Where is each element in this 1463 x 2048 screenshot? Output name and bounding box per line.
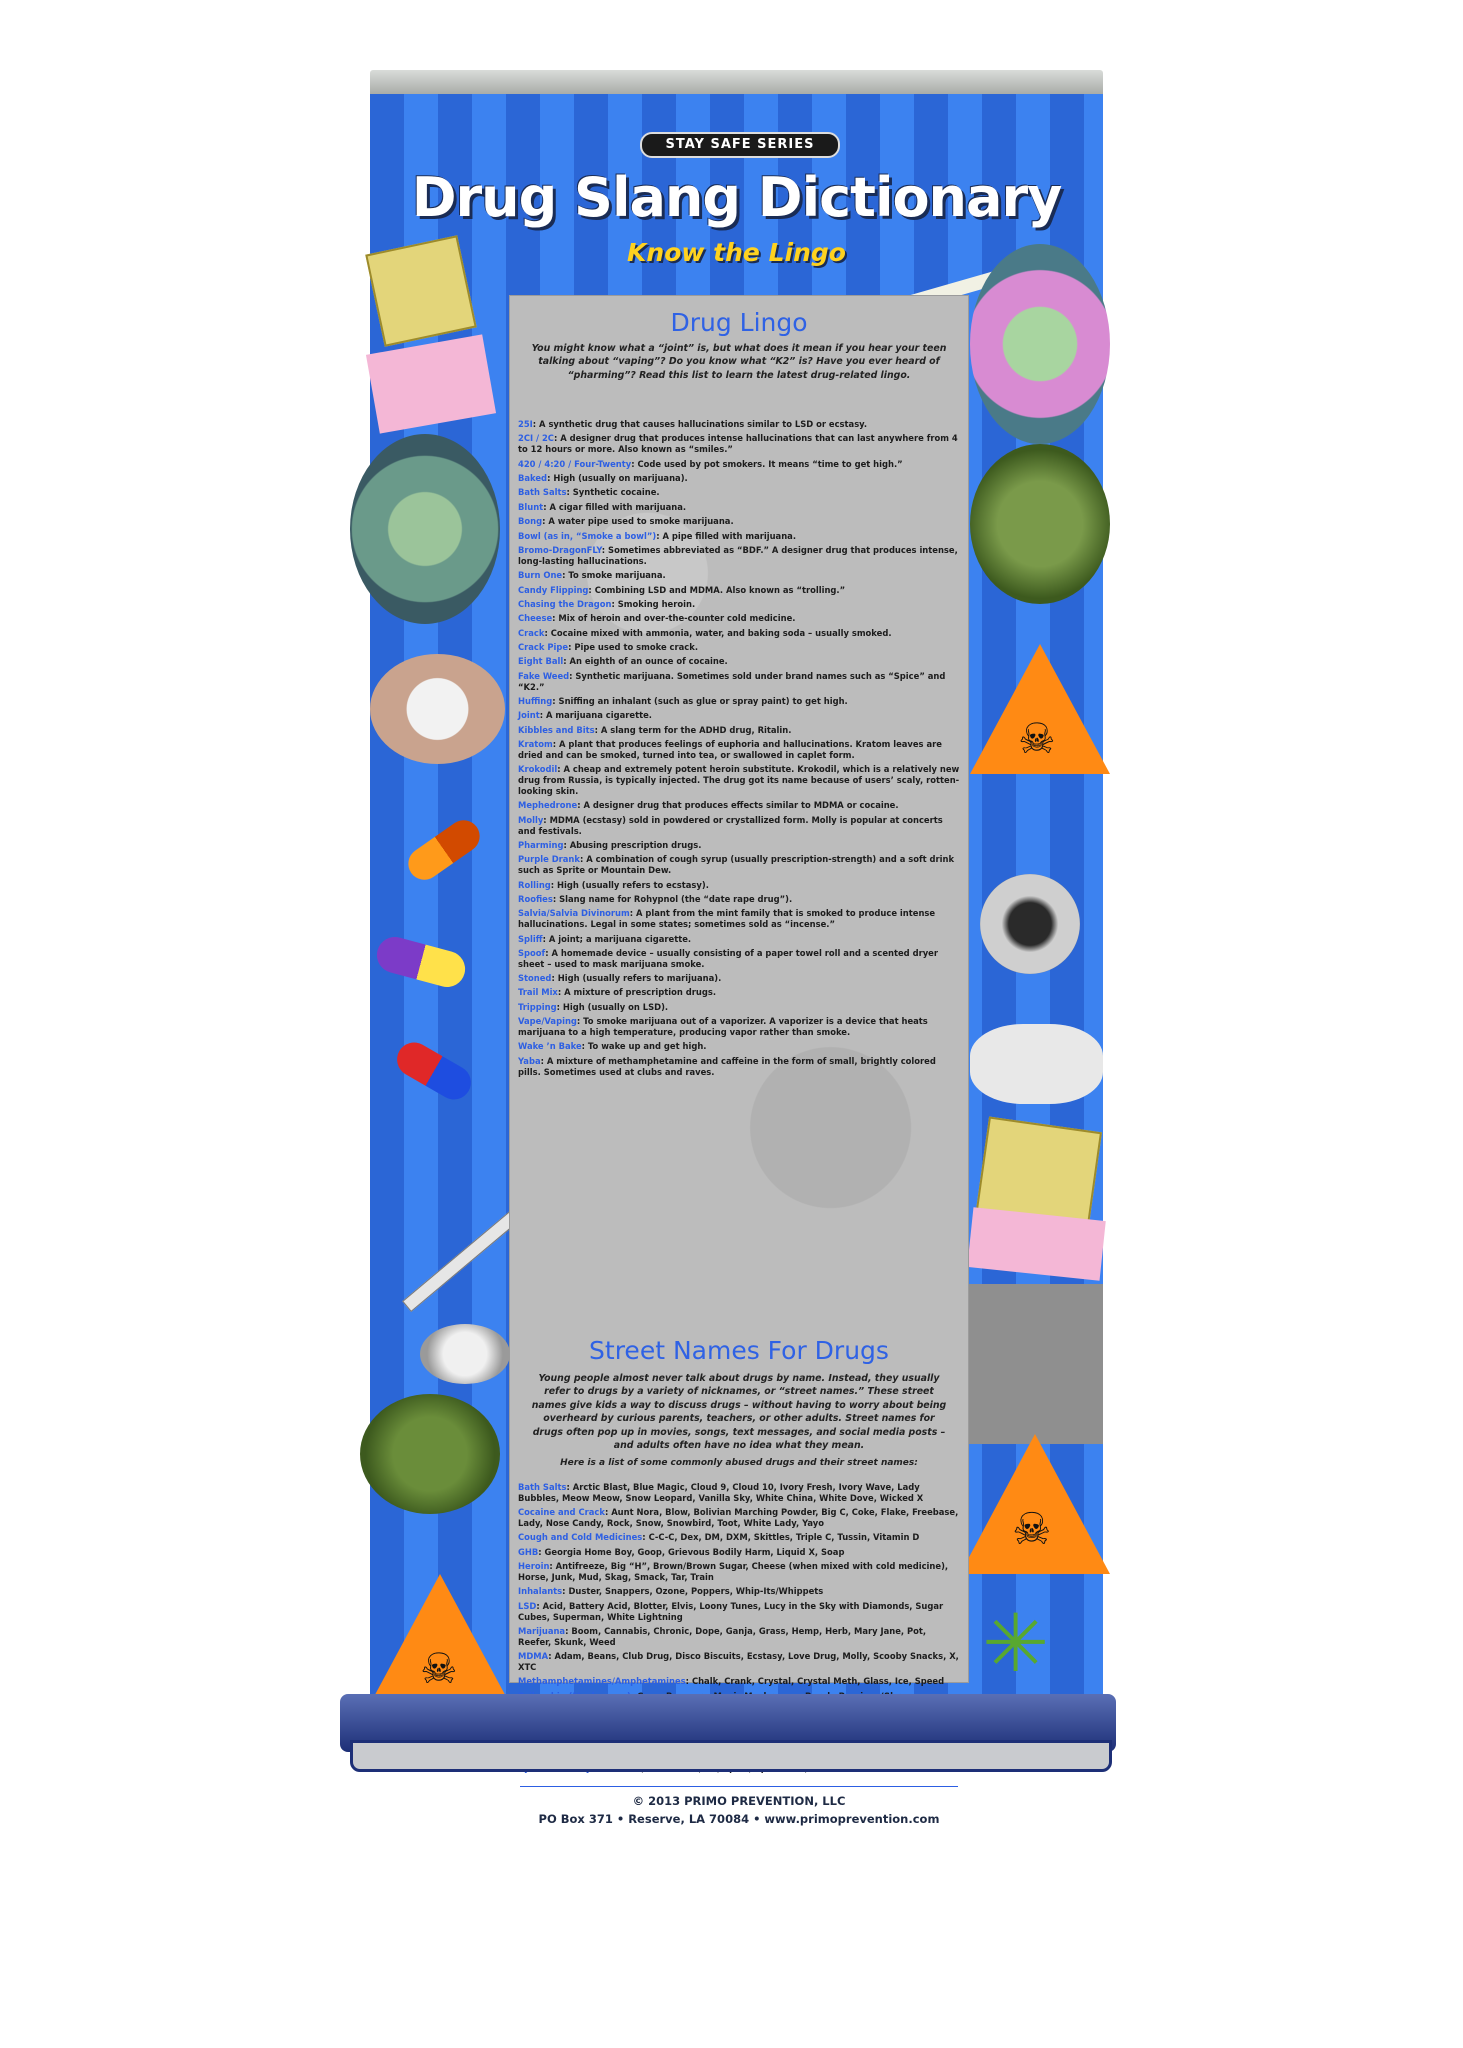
term-definition: Abusing prescription drugs. (569, 839, 702, 850)
term-label: Trail Mix (518, 987, 558, 998)
street-name-row: Bath Salts: Arctic Blast, Blue Magic, Cloud 9, Cloud 10, Ivory Fresh, Ivory Wave, Lady Bubbles, Meow Meow, Snow Leopard, Vanilla Sky, White China, White Dove, Wicked X (518, 1482, 924, 1503)
term-definition: A marijuana cigarette. (545, 710, 652, 721)
definition-row: Stoned: High (usually refers to marijuana). (518, 973, 722, 984)
term-label: Cocaine and Crack (518, 1507, 605, 1518)
footer-divider (520, 1786, 958, 1787)
definition-row: Kratom: A plant that produces feelings of euphoria and hallucinations. Kratom leaves are dried and can be smoked, turned into tea, or swallowed in caplet form. (518, 739, 942, 760)
spoon-icon (420, 1324, 510, 1384)
term-label: Cheese (518, 613, 553, 624)
term-label: Fake Weed (518, 670, 570, 681)
term-definition: To smoke marijuana. (568, 570, 666, 581)
term-definition: Mix of heroin and over-the-counter cold medicine. (558, 613, 796, 624)
stand-top-bar (370, 70, 1103, 94)
street-name-row: GHB: Georgia Home Boy, Goop, Grievous Bodily Harm, Liquid X, Soap (518, 1546, 845, 1557)
term-label: Candy Flipping (518, 584, 589, 595)
definition-row: Huffing: Sniffing an inhalant (such as glue or spray paint) to get high. (518, 696, 848, 707)
term-definition: High (usually refers to ecstasy). (557, 879, 709, 890)
term-label: Bromo-DragonFLY (518, 544, 602, 555)
definition-row: 25I: A synthetic drug that causes hallucinations similar to LSD or ecstasy. (518, 419, 868, 429)
term-label: Inhalants (518, 1586, 563, 1597)
term-label: Kratom (518, 739, 553, 750)
definition-row: Bowl (as in, “Smoke a bowl”): A pipe filled with marijuana. (518, 530, 796, 541)
term-definition: Boom, Cannabis, Chronic, Dope, Ganja, Grass, Hemp, Herb, Mary Jane, Pot, Reefer, Skunk, Weed (518, 1625, 927, 1647)
pipe-bowl-icon (980, 874, 1080, 974)
skull-crossbones-right-icon: ☠ (1018, 714, 1056, 763)
definition-row: Yaba: A mixture of methamphetamine and caffeine in the form of small, brightly colored pills. Sometimes used at clubs and raves. (518, 1055, 936, 1077)
term-definition: Antifreeze, Big “H”, Brown/Brown Sugar, Cheese (when mixed with cold medicine), Horse, Junk, Mud, Skag, Smack, Tar, Train (518, 1561, 949, 1582)
definition-row: Joint: A marijuana cigarette. (518, 710, 652, 721)
street-name-row: Methamphetamines/Amphetamines: Chalk, Crank, Crystal, Crystal Meth, Glass, Ice, Speed (518, 1676, 945, 1687)
term-label: Krokodil (518, 764, 558, 775)
definition-row: Bath Salts: Synthetic cocaine. (518, 487, 660, 498)
definition-row: Kibbles and Bits: A slang term for the ADHD drug, Ritalin. (518, 724, 792, 735)
term-definition: Combining LSD and MDMA. Also known as “trolling.” (594, 584, 846, 595)
stand-foot (350, 1740, 1112, 1772)
orange-capsule-icon (402, 814, 486, 886)
gravel-syringe-icon (960, 1284, 1103, 1444)
definition-row: Molly: MDMA (ecstasy) sold in powdered or crystallized form. Molly is popular at concerts and festivals. (518, 814, 943, 836)
marijuana-buds-icon (360, 1394, 500, 1514)
term-definition: Code used by pot smokers. It means “time to get high.” (637, 458, 903, 469)
term-label: 2CI / 2C (518, 433, 554, 444)
term-label: GHB (518, 1546, 539, 1557)
term-label: Bath Salts (518, 1482, 567, 1492)
term-label: Cough and Cold Medicines (518, 1532, 643, 1543)
term-definition: Adam, Beans, Club Drug, Disco Biscuits, Ecstasy, Love Drug, Molly, Scooby Snacks, X, XTC (518, 1651, 959, 1672)
street-name-row: LSD: Acid, Battery Acid, Blotter, Elvis, Loony Tunes, Lucy in the Sky with Diamonds, Sugar Cubes, Superman, White Lightning (518, 1600, 944, 1622)
definition-row: 2CI / 2C: A designer drug that produces intense hallucinations that can last anywhere from 4 to 12 hours or more. Also known as “smiles.” (518, 433, 958, 455)
definition-row: Trail Mix: A mixture of prescription drugs. (518, 987, 717, 998)
term-definition: An eighth of an ounce of cocaine. (569, 656, 728, 667)
term-definition: To smoke marijuana out of a vaporizer. A vaporizer is a device that heats marijuana to a high temperature, producing vapor rather than smoke. (518, 1016, 928, 1038)
definition-row: Baked: High (usually on marijuana). (518, 472, 688, 483)
definition-row: Pharming: Abusing prescription drugs. (518, 839, 702, 850)
red-capsule-icon (391, 1036, 477, 1105)
term-definition: A cigar filled with marijuana. (549, 501, 687, 512)
definition-row: Crack: Cocaine mixed with ammonia, water, and baking soda – usually smoked. (518, 627, 892, 638)
term-label: Tripping (518, 1001, 557, 1012)
definition-row: Candy Flipping: Combining LSD and MDMA. Also known as “trolling.” (518, 584, 846, 595)
street-name-row: Inhalants: Duster, Snappers, Ozone, Poppers, Whip-Its/Whippets (518, 1586, 824, 1597)
term-definition: A designer drug that produces intense hallucinations that can last anywhere from 4 to 12 hours or more. Also known as “smiles.” (518, 433, 958, 455)
term-definition: Acid, Battery Acid, Blotter, Elvis, Loony Tunes, Lucy in the Sky with Diamonds, Sugar Cubes, Superman, White Lightning (518, 1600, 944, 1622)
term-label: Spliff (518, 933, 543, 944)
term-definition: To wake up and get high. (587, 1041, 707, 1052)
term-label: Crack Pipe (518, 642, 569, 653)
term-label: Stoned (518, 973, 552, 984)
street-names-heading: Street Names For Drugs (589, 1336, 889, 1365)
term-label: 25I (518, 419, 533, 429)
ecstasy-pills-right-icon (970, 244, 1110, 444)
term-definition: Smoking heroin. (617, 598, 696, 609)
term-definition: A synthetic drug that causes hallucinations similar to LSD or ecstasy. (539, 419, 868, 429)
term-definition: A mixture of prescription drugs. (564, 987, 717, 998)
term-definition: Sometimes abbreviated as “BDF.” A designer drug that produces intense, long-lasting hallucinations. (518, 544, 958, 566)
term-definition: High (usually on marijuana). (553, 472, 688, 483)
term-definition: High (usually refers to marijuana). (557, 973, 722, 984)
definition-row: Tripping: High (usually on LSD). (518, 1001, 669, 1012)
term-label: Salvia/Salvia Divinorum (518, 908, 630, 919)
syringe-icon (402, 1210, 520, 1312)
term-label: Crack (518, 627, 545, 638)
white-powder-icon (970, 1024, 1103, 1104)
definition-row: Krokodil: A cheap and extremely potent heroin substitute. Krokodil, which is a relatively new drug from Russia, is typically injected. The drug got its name because of users’ scaly, rotten-looking skin. (518, 764, 960, 796)
term-label: Mephedrone (518, 800, 578, 811)
term-definition: Cocaine mixed with ammonia, water, and baking soda – usually smoked. (550, 627, 892, 638)
bliss-package-icon (366, 334, 496, 433)
definition-row: Mephedrone: A designer drug that produces effects similar to MDMA or cocaine. (518, 800, 899, 811)
term-definition: A combination of cough syrup (usually prescription-strength) and a soft drink such as Sprite or Mountain Dew. (518, 854, 955, 876)
term-definition: Duster, Snappers, Ozone, Poppers, Whip-Its/Whippets (568, 1586, 824, 1597)
term-definition: C-C-C, Dex, DM, DXM, Skittles, Triple C, Tussin, Vitamin D (648, 1532, 920, 1543)
term-definition: Aunt Nora, Blow, Bolivian Marching Powder, Big C, Coke, Flake, Freebase, Lady, Nose Candy, Rock, Snow, Snowbird, Toot, White Lady, Yayo (518, 1507, 959, 1528)
footer-address: PO Box 371 • Reserve, LA 70084 • www.primoprevention.com (538, 1812, 940, 1826)
term-definition: Pipe used to smoke crack. (574, 642, 699, 653)
term-label: Huffing (518, 696, 553, 707)
term-definition: Chalk, Crank, Crystal, Crystal Meth, Glass, Ice, Speed (691, 1676, 945, 1687)
definition-row: Wake ’n Bake: To wake up and get high. (518, 1041, 707, 1052)
lingo-heading: Drug Lingo (670, 308, 808, 337)
term-definition: A cheap and extremely potent heroin substitute. Krokodil, which is a relatively new drug from Russia, is typically injected. The drug got its name because of users’ scaly, rotten-looking skin. (518, 764, 960, 796)
term-label: Rolling (518, 879, 551, 890)
term-definition: A designer drug that produces effects similar to MDMA or cocaine. (583, 800, 899, 811)
ecstasy-pills-icon (350, 434, 500, 624)
banner (370, 94, 1103, 1826)
term-label: Purple Drank (518, 854, 580, 865)
term-label: Spoof (518, 947, 546, 958)
term-label: MDMA (518, 1651, 549, 1662)
street-name-row: Heroin: Antifreeze, Big “H”, Brown/Brown Sugar, Cheese (when mixed with cold medicine), Horse, Junk, Mud, Skag, Smack, Tar, Train (518, 1561, 949, 1582)
capsules-icon (370, 654, 505, 764)
term-label: LSD (518, 1600, 537, 1611)
street-name-row: Cough and Cold Medicines: C-C-C, Dex, DM, DXM, Skittles, Triple C, Tussin, Vitamin D (518, 1532, 920, 1543)
definition-row: Bromo-DragonFLY: Sometimes abbreviated as “BDF.” A designer drug that produces intense, long-lasting hallucinations. (518, 544, 958, 566)
definition-row: Salvia/Salvia Divinorum: A plant from the mint family that is smoked to produce intense hallucinations. Legal in some states; sometimes sold as “incense.” (518, 908, 936, 930)
skull-crossbones-icon: ☠ (420, 1644, 458, 1693)
term-label: Joint (518, 710, 540, 721)
term-label: Marijuana (518, 1625, 566, 1636)
term-definition: Slang name for Rohypnol (the “date rape drug”). (559, 893, 793, 904)
term-definition: A pipe filled with marijuana. (662, 530, 796, 541)
term-definition: Sniffing an inhalant (such as glue or spray paint) to get high. (558, 696, 848, 707)
term-label: Yaba (518, 1055, 541, 1066)
bliss-package-right-icon (967, 1207, 1106, 1281)
term-definition: Arctic Blast, Blue Magic, Cloud 9, Cloud 10, Ivory Fresh, Ivory Wave, Lady Bubbles, Meow Meow, Snow Leopard, Vanilla Sky, White China, White Dove, Wicked X (518, 1482, 924, 1503)
skull-crossbones-right2-icon: ☠ (1012, 1504, 1052, 1555)
term-label: Burn One (518, 570, 563, 581)
definition-row: Spliff: A joint; a marijuana cigarette. (518, 933, 692, 944)
term-label: Molly (518, 814, 544, 825)
term-label: Kibbles and Bits (518, 724, 595, 735)
definition-row: Chasing the Dragon: Smoking heroin. (518, 598, 696, 609)
definition-row: Spoof: A homemade device – usually consisting of a paper towel roll and a scented dryer sheet – used to mask marijuana smoke. (518, 947, 938, 969)
definition-row: Fake Weed: Synthetic marijuana. Sometimes sold under brand names such as “Spice” and “K2.” (518, 670, 946, 692)
term-label: 420 / 4:20 / Four-Twenty (518, 458, 632, 469)
definition-row: Burn One: To smoke marijuana. (518, 570, 666, 581)
term-definition: A slang term for the ADHD drug, Ritalin. (600, 724, 792, 735)
term-definition: Synthetic marijuana. Sometimes sold under brand names such as “Spice” and “K2.” (518, 670, 946, 692)
definition-row: 420 / 4:20 / Four-Twenty: Code used by pot smokers. It means “time to get high.” (518, 458, 903, 469)
subtitle: Know the Lingo (627, 238, 846, 267)
street-list-heading: Here is a list of some commonly abused drugs and their street names: (560, 1458, 918, 1468)
street-name-row: MDMA: Adam, Beans, Club Drug, Disco Biscuits, Ecstasy, Love Drug, Molly, Scooby Snacks, X, XTC (518, 1651, 959, 1672)
term-definition: Synthetic cocaine. (572, 487, 660, 498)
term-definition: A mixture of methamphetamine and caffeine in the form of small, brightly colored pills. Sometimes used at clubs and raves. (518, 1055, 936, 1077)
term-definition: A plant from the mint family that is smoked to produce intense hallucinations. Legal in some states; sometimes sold as “incense.” (518, 908, 936, 930)
lingo-definitions (518, 419, 960, 1081)
term-label: Vape/Vaping (518, 1016, 577, 1027)
street-name-row: Marijuana: Boom, Cannabis, Chronic, Dope, Ganja, Grass, Hemp, Herb, Mary Jane, Pot, Reefer, Skunk, Weed (518, 1625, 927, 1647)
purple-capsule-icon (373, 933, 469, 991)
term-label: Blunt (518, 501, 544, 512)
term-label: Roofies (518, 893, 553, 904)
definition-row: Vape/Vaping: To smoke marijuana out of a vaporizer. A vaporizer is a device that heats marijuana to a high temperature, producing vapor rather than smoke. (518, 1016, 928, 1038)
term-label: Bowl (as in, “Smoke a bowl”) (518, 530, 657, 541)
term-label: Heroin (518, 1561, 550, 1572)
street-intro: Young people almost never talk about drugs by name. Instead, they usually refer to drugs by a variety of nicknames, or “street names.” These street names give kids a way to discuss drugs – without having to worry about being overheard by curious parents, teachers, or other adults. Street names for drugs often pop up in movies, songs, text messages, and social media posts – and adults often have no idea what they mean. (531, 1373, 947, 1452)
term-definition: A plant that produces feelings of euphoria and hallucinations. Kratom leaves are dried and can be smoked, turned into tea, or swallowed in caplet form. (518, 739, 942, 760)
lingo-intro: You might know what a “joint” is, but what does it mean if you hear your teen talking about “vaping”? Do you know what “K2” is? Have you ever heard of “pharming”? Read this list to learn the latest drug-related lingo. (531, 343, 947, 381)
content-panel (510, 296, 968, 1826)
definition-row: Rolling: High (usually refers to ecstasy). (518, 879, 709, 890)
term-definition: High (usually on LSD). (562, 1001, 669, 1012)
term-label: Eight Ball (518, 656, 564, 667)
footer-copyright: © 2013 PRIMO PREVENTION, LLC (632, 1794, 846, 1808)
main-title: Drug Slang Dictionary (411, 166, 1062, 229)
definition-row: Purple Drank: A combination of cough syrup (usually prescription-strength) and a soft drink such as Sprite or Mountain Dew. (518, 854, 955, 876)
definition-row: Crack Pipe: Pipe used to smoke crack. (518, 642, 699, 653)
term-label: Baked (518, 472, 548, 483)
term-label: Wake ’n Bake (518, 1041, 582, 1052)
series-badge: STAY SAFE SERIES (640, 132, 840, 158)
definition-row: Cheese: Mix of heroin and over-the-counter cold medicine. (518, 613, 796, 624)
term-definition: MDMA (ecstasy) sold in powdered or crystallized form. Molly is popular at concerts and festivals. (518, 814, 943, 836)
marijuana-buds-right-icon (970, 444, 1110, 604)
marijuana-leaf-icon: ✳ (982, 1597, 1050, 1690)
street-name-row: Cocaine and Crack: Aunt Nora, Blow, Bolivian Marching Powder, Big C, Coke, Flake, Freebase, Lady, Nose Candy, Rock, Snow, Snowbird, Toot, White Lady, Yayo (518, 1507, 959, 1528)
term-definition: A water pipe used to smoke marijuana. (548, 516, 734, 527)
term-label: Pharming (518, 839, 564, 850)
term-definition: A homemade device – usually consisting of a paper towel roll and a scented dryer sheet – used to mask marijuana smoke. (518, 947, 938, 969)
definition-row: Blunt: A cigar filled with marijuana. (518, 501, 687, 512)
term-definition: A joint; a marijuana cigarette. (548, 933, 692, 944)
term-label: Bong (518, 516, 543, 527)
term-label: Methamphetamines/Amphetamines (518, 1676, 686, 1687)
term-label: Bath Salts (518, 487, 567, 498)
term-definition: Georgia Home Boy, Goop, Grievous Bodily Harm, Liquid X, Soap (544, 1546, 845, 1557)
definition-row: Roofies: Slang name for Rohypnol (the “date rape drug”). (518, 893, 793, 904)
definition-row: Eight Ball: An eighth of an ounce of cocaine. (518, 656, 728, 667)
term-label: Chasing the Dragon (518, 598, 612, 609)
definition-row: Bong: A water pipe used to smoke marijuana. (518, 516, 734, 527)
